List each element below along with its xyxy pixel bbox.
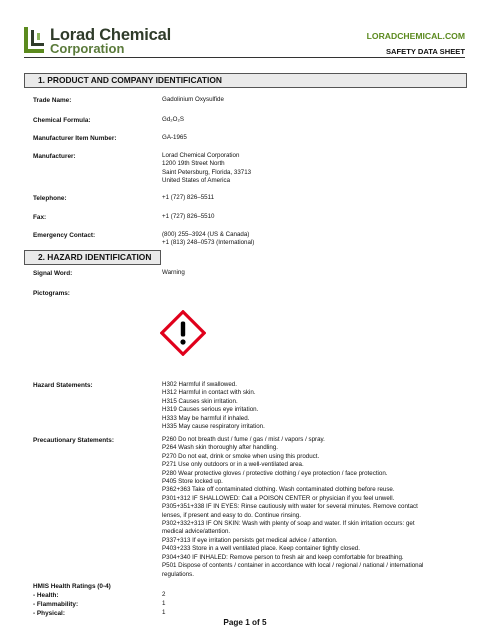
precautionary-statement: P405 Store locked up. [162,478,223,486]
company-logo [24,27,184,57]
precautionary-statement: lenses, if present and easy to do. Continue rinsing. [162,511,301,519]
precautionary-statement: P264 Wash skin thoroughly after handling. [162,444,279,452]
hmis-health-value: 2 [162,591,166,598]
signal-word-label: Signal Word: [33,270,73,277]
precautionary-statement: regulations. [162,570,194,578]
address-line: 1200 19th Street North [162,160,225,168]
precautionary-statement: P501 Dispose of contents / container in accordance with local / regional / national / international [162,562,424,570]
trade-name-label: Trade Name: [33,97,72,104]
hazard-statement: H335 May cause respiratory irritation. [162,423,265,431]
emergency-line: (800) 255–3924 (US & Canada) [162,231,250,238]
precautionary-statement: P302+332+313 IF ON SKIN: Wash with plenty of soap and water. If skin irritation occurs: get [162,520,415,528]
ghs07-exclamation-mark-icon [160,310,206,356]
hazard-statement: H333 May be harmful if inhaled. [162,414,250,422]
emergency-contact-label: Emergency Contact: [33,232,96,239]
header-divider [24,57,465,58]
hazard-statements-list [162,381,265,431]
section-2-header [24,250,161,265]
telephone-value: +1 (727) 826–5511 [162,194,215,201]
formula-label: Chemical Formula: [33,117,91,124]
precautionary-statements-label: Precautionary Statements: [33,437,114,444]
address-line: United States of America [162,177,231,185]
fax-label: Fax: [33,214,47,221]
emergency-line: +1 (813) 248–0573 (International) [162,239,255,247]
section-2-title: 2. HAZARD IDENTIFICATION [38,252,152,262]
hmis-health-label: - Health: [33,592,59,599]
precautionary-statement: P301+312 IF SHALLOWED: Call a POISON CENTER or physician if you feel unwell. [162,494,395,502]
section-1-header [24,73,467,88]
precautionary-statement: P271 Use only outdoors or in a well-ventilated area. [162,461,304,469]
hmis-title: HMIS Health Ratings (0-4) [33,583,111,590]
hmis-physical-label: - Physical: [33,610,65,617]
precautionary-statement: P362+363 Take off contaminated clothing. Wash contaminated clothing before reuse. [162,486,395,494]
address-line: Lorad Chemical Corporation [162,152,240,159]
page-number: Page 1 of 5 [223,618,267,627]
emergency-contact-value [162,231,254,248]
address-line: Saint Petersburg, Florida, 33713 [162,168,252,176]
precautionary-statement: medical advice/attention. [162,528,231,536]
item-number-label: Manufacturer Item Number: [33,135,117,142]
logo-company-suffix: Corporation [50,41,125,56]
precautionary-statement: P337+313 If eye irritation persists get medical advice / attention. [162,536,338,544]
item-number-value: GA-1965 [162,134,187,141]
hmis-physical-value: 1 [162,609,166,616]
hazard-statement: H312 Harmful in contact with skin. [162,389,256,397]
document-title: SAFETY DATA SHEET [385,47,465,56]
hmis-flammability-value: 1 [162,600,166,607]
precautionary-statement: P304+340 IF INHALED: Remove person to fresh air and keep comfortable for breathing. [162,553,404,561]
manufacturer-label: Manufacturer: [33,153,76,160]
formula-value: Gd₂O₂S [162,116,184,123]
precautionary-statement: P260 Do not breath dust / fume / gas / mist / vapors / spray. [162,436,325,443]
telephone-label: Telephone: [33,195,67,202]
logo-company-name: Lorad Chemical [50,26,171,44]
signal-word-value: Warning [162,269,185,276]
logo-mark-icon [24,27,46,53]
fax-value: +1 (727) 826–5510 [162,213,215,220]
trade-name-value: Gadolinium Oxysulfide [162,96,224,103]
hazard-statement: H319 Causes serious eye irritation. [162,406,259,414]
precautionary-statement: P403+233 Store in a well ventilated place. Keep container tightly closed. [162,545,360,553]
hazard-statements-label: Hazard Statements: [33,382,93,389]
hazard-statement: H315 Causes skin irritation. [162,397,238,405]
section-1-title: 1. PRODUCT AND COMPANY IDENTIFICATION [38,75,222,85]
precautionary-statement: P270 Do not eat, drink or smoke when using this product. [162,452,320,460]
manufacturer-address [162,152,251,186]
precautionary-statements-list [162,436,423,579]
hazard-statement: H302 Harmful if swallowed. [162,381,237,388]
website-link[interactable]: LORADCHEMICAL.COM [366,31,465,41]
precautionary-statement: P280 Wear protective gloves / protective clothing / eye protection / face protection. [162,469,388,477]
pictograms-label: Pictograms: [33,290,70,297]
hmis-flammability-label: - Flammability: [33,601,79,608]
precautionary-statement: P305+351+338 IF IN EYES: Rinse cautiously with water for several minutes. Remove contact [162,503,418,511]
